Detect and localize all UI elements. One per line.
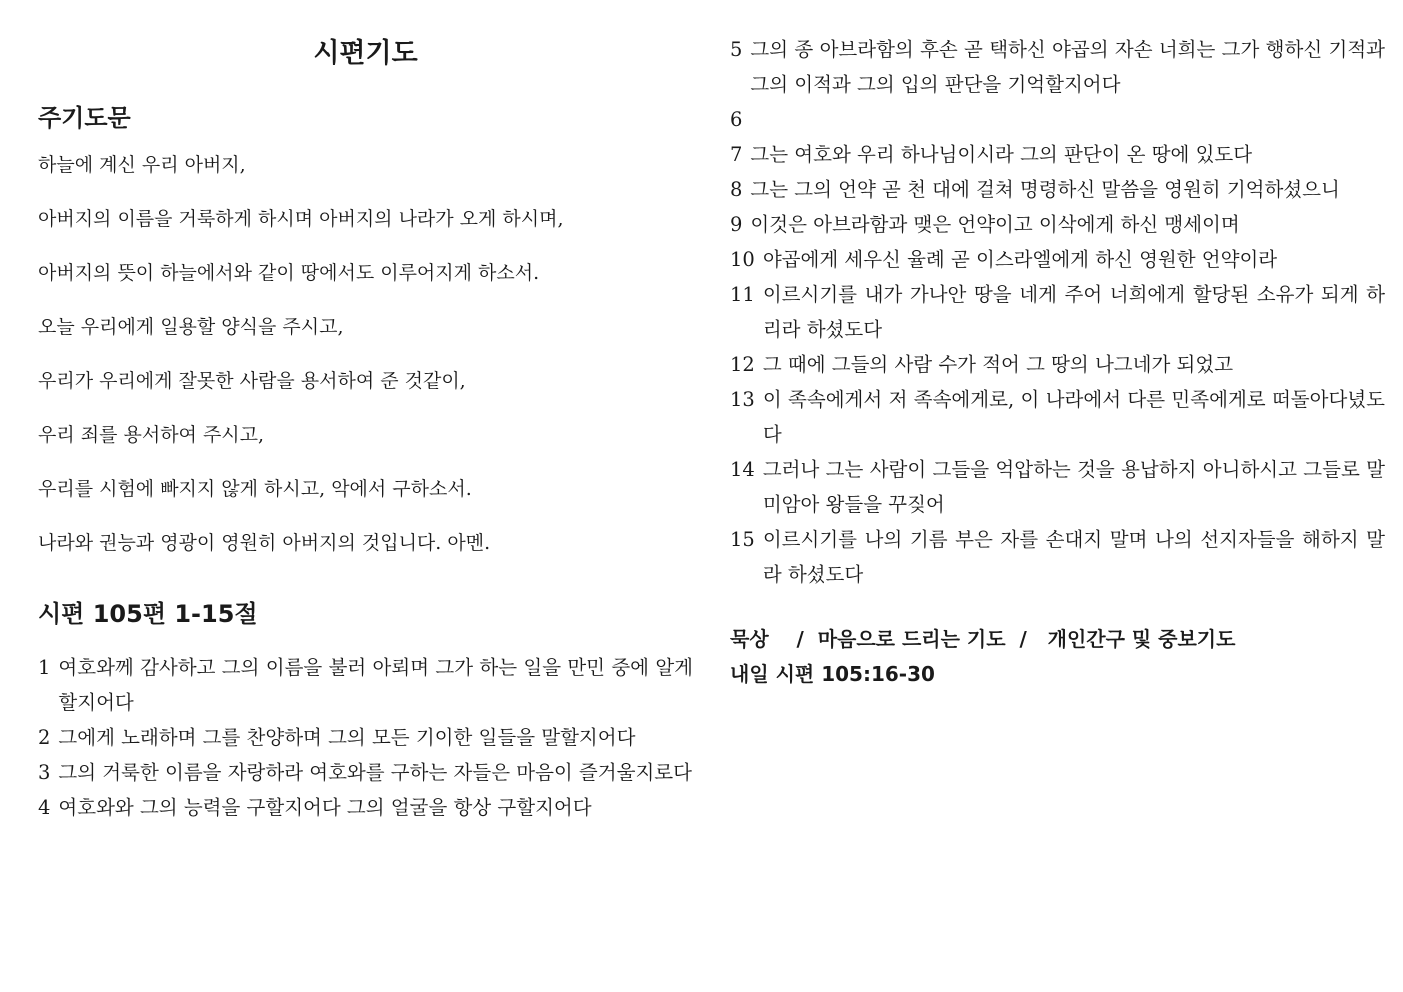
verse-number: 1	[38, 656, 51, 679]
verse	[730, 242, 1385, 277]
verse	[730, 207, 1385, 242]
psalm-verses-right	[730, 32, 1385, 592]
footer-meditation-line: 묵상 / 마음으로 드리는 기도 / 개인간구 및 중보기도	[730, 627, 1236, 651]
psalm-heading: 시편 105편 1-15절	[38, 600, 258, 628]
verse	[730, 32, 1385, 102]
page-title: 시편기도	[313, 38, 418, 69]
verse-number: 12	[730, 353, 755, 376]
verse-text: 그의 거룩한 이름을 자랑하라 여호와를 구하는 자들은 마음이 즐거울지로다	[58, 761, 692, 784]
verse-number: 8	[730, 178, 743, 201]
verse	[730, 522, 1385, 592]
verse	[38, 720, 693, 755]
verse-number: 4	[38, 796, 51, 819]
verse	[730, 452, 1385, 522]
verse-text: 이르시기를 나의 기름 부은 자를 손대지 말며 나의 선지자들을 해하지 말라 하셨도다	[762, 528, 1385, 586]
verse-number: 6	[730, 108, 743, 131]
verse-number: 13	[730, 388, 755, 411]
verse-number: 2	[38, 726, 51, 749]
verse-text: 그는 그의 언약 곧 천 대에 걸쳐 명령하신 말씀을 영원히 기억하셨으니	[750, 178, 1340, 201]
verse-text: 그 때에 그들의 사람 수가 적어 그 땅의 나그네가 되었고	[762, 353, 1234, 376]
verse-text: 이 족속에게서 저 족속에게로, 이 나라에서 다른 민족에게로 떠돌아다녔도다	[762, 388, 1385, 446]
prayer-line: 우리 죄를 용서하여 주시고,	[38, 424, 265, 446]
right-column	[730, 30, 1385, 692]
verse	[38, 790, 693, 825]
prayer-line: 하늘에 계신 우리 아버지,	[38, 154, 246, 176]
verse-text	[750, 102, 1385, 137]
verse	[730, 172, 1385, 207]
verse-number: 5	[730, 38, 743, 61]
verse-text: 이것은 아브라함과 맺은 언약이고 이삭에게 하신 맹세이며	[750, 213, 1240, 236]
verse	[730, 277, 1385, 347]
prayer-line: 나라와 권능과 영광이 영원히 아버지의 것입니다. 아멘.	[38, 532, 491, 554]
verse	[730, 102, 1385, 137]
footer	[730, 622, 1385, 692]
prayer-line: 오늘 우리에게 일용할 양식을 주시고,	[38, 316, 344, 338]
verse-number: 14	[730, 458, 755, 481]
prayer-line: 아버지의 뜻이 하늘에서와 같이 땅에서도 이루어지게 하소서.	[38, 262, 540, 284]
lords-prayer-heading: 주기도문	[38, 104, 131, 132]
verse-text: 여호와께 감사하고 그의 이름을 불러 아뢰며 그가 하는 일을 만민 중에 알게 할지어다	[58, 656, 693, 714]
verse-number: 7	[730, 143, 743, 166]
prayer-line: 아버지의 이름을 거룩하게 하시며 아버지의 나라가 오게 하시며,	[38, 208, 564, 230]
verse	[38, 650, 693, 720]
verse-number: 10	[730, 248, 755, 271]
prayer-line: 우리를 시험에 빠지지 않게 하시고, 악에서 구하소서.	[38, 478, 472, 500]
verse-text: 그는 여호와 우리 하나님이시라 그의 판단이 온 땅에 있도다	[750, 143, 1253, 166]
verse-text: 야곱에게 세우신 율례 곧 이스라엘에게 하신 영원한 언약이라	[762, 248, 1278, 271]
verse	[730, 347, 1385, 382]
lords-prayer-body	[38, 152, 693, 556]
verse-text: 그에게 노래하며 그를 찬양하며 그의 모든 기이한 일들을 말할지어다	[58, 726, 636, 749]
verse-number: 3	[38, 761, 51, 784]
left-column	[38, 30, 693, 825]
verse-number: 15	[730, 528, 755, 551]
prayer-line: 우리가 우리에게 잘못한 사람을 용서하여 준 것같이,	[38, 370, 466, 392]
verse	[730, 382, 1385, 452]
verse-text: 이르시기를 내가 가나안 땅을 네게 주어 너희에게 할당된 소유가 되게 하리라 하셨도다	[762, 283, 1385, 341]
verse-text: 여호와와 그의 능력을 구할지어다 그의 얼굴을 항상 구할지어다	[58, 796, 592, 819]
verse-number: 11	[730, 283, 755, 306]
footer-tomorrow-reading: 내일 시편 105:16-30	[730, 662, 935, 686]
psalm-verses-left	[38, 650, 693, 825]
verse-text: 그러나 그는 사람이 그들을 억압하는 것을 용납하지 아니하시고 그들로 말미암아 왕들을 꾸짖어	[762, 458, 1385, 516]
verse-text: 그의 종 아브라함의 후손 곧 택하신 야곱의 자손 너희는 그가 행하신 기적과 그의 이적과 그의 입의 판단을 기억할지어다	[750, 38, 1385, 96]
verse	[730, 137, 1385, 172]
verse-number: 9	[730, 213, 743, 236]
verse	[38, 755, 693, 790]
